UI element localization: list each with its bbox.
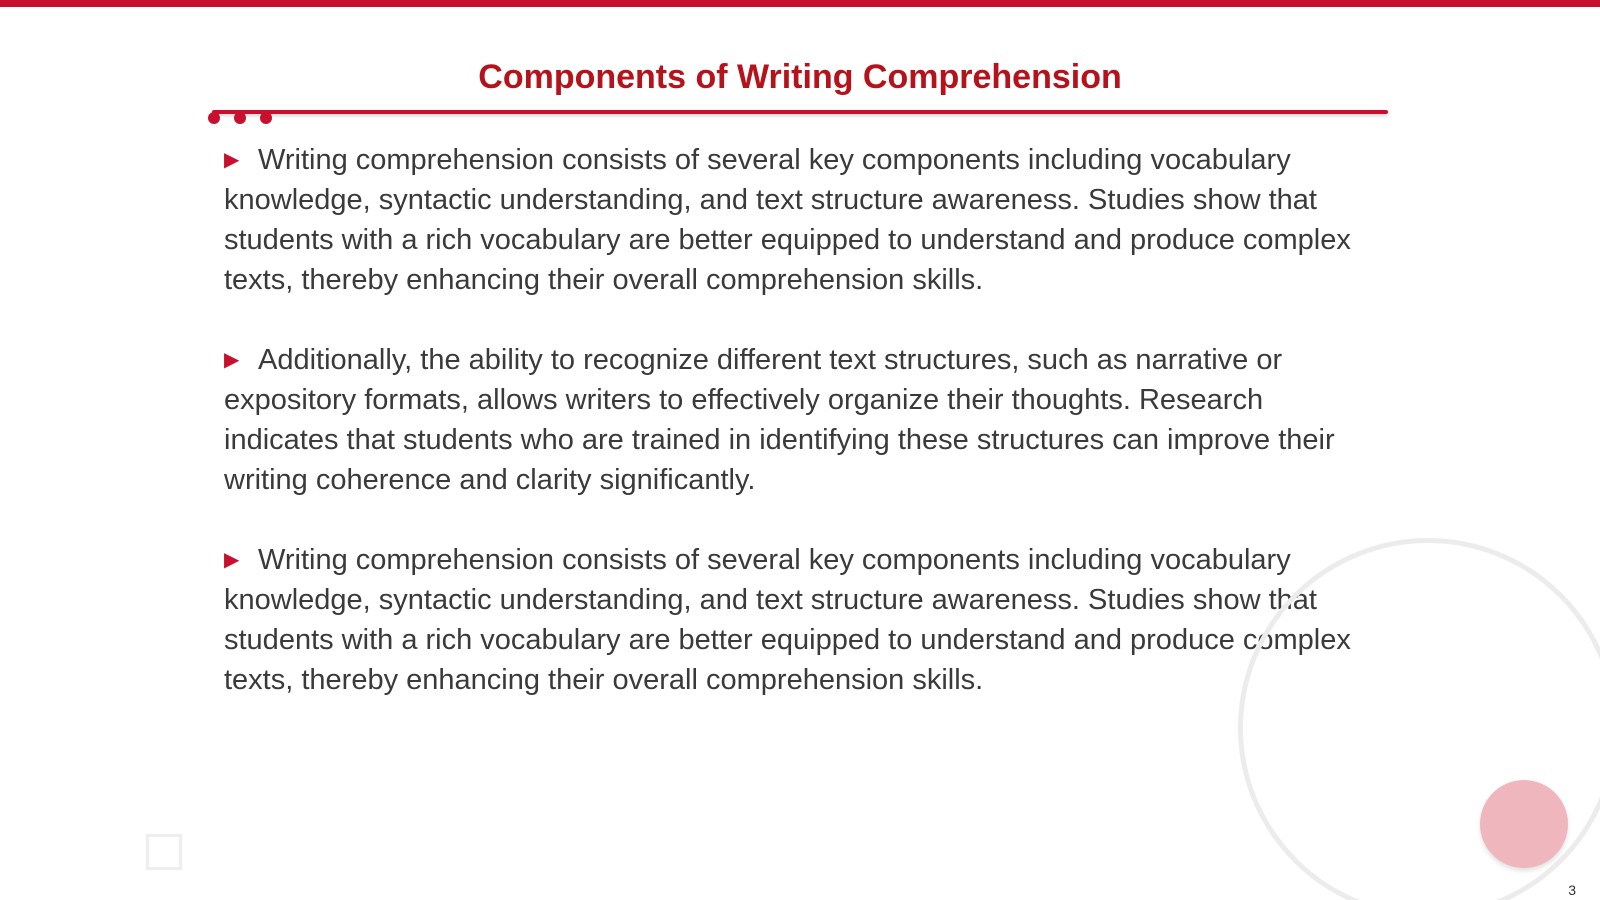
- bullet-text: Additionally, the ability to recognize different text structures, such as narrative or expository formats, allows writers to effectively organize their thoughts. Research indicates that students who are trained in identifying these structures can improve their writing coherence and clarity significantly.: [224, 344, 1335, 496]
- slide-title: Components of Writing Comprehension: [478, 58, 1122, 96]
- bullet-text: Writing comprehension consists of several key components including vocabulary knowledge, syntactic understanding, and text structure awareness. Studies show that students with a rich vocabulary are better equipped to understand and produce complex texts, thereby enhancing their overall comprehension skills.: [224, 544, 1351, 696]
- triangle-bullet-icon: ▶: [224, 549, 240, 571]
- underline-dot: [260, 112, 272, 124]
- title-underline: [212, 110, 1388, 114]
- decorative-circle: [1480, 780, 1568, 868]
- bullet-list: [224, 140, 1374, 740]
- underline-dot: [234, 112, 246, 124]
- decorative-square: [146, 834, 182, 870]
- triangle-bullet-icon: ▶: [224, 349, 240, 371]
- bullet-item: [224, 340, 1374, 500]
- bullet-item: [224, 540, 1374, 700]
- page-number: 3: [1568, 882, 1576, 898]
- bullet-item: [224, 140, 1374, 300]
- bullet-text: Writing comprehension consists of several key components including vocabulary knowledge, syntactic understanding, and text structure awareness. Studies show that students with a rich vocabulary are better equipped to understand and produce complex texts, thereby enhancing their overall comprehension skills.: [224, 144, 1351, 296]
- top-accent-bar: [0, 0, 1600, 7]
- triangle-bullet-icon: ▶: [224, 149, 240, 171]
- underline-dot: [208, 112, 220, 124]
